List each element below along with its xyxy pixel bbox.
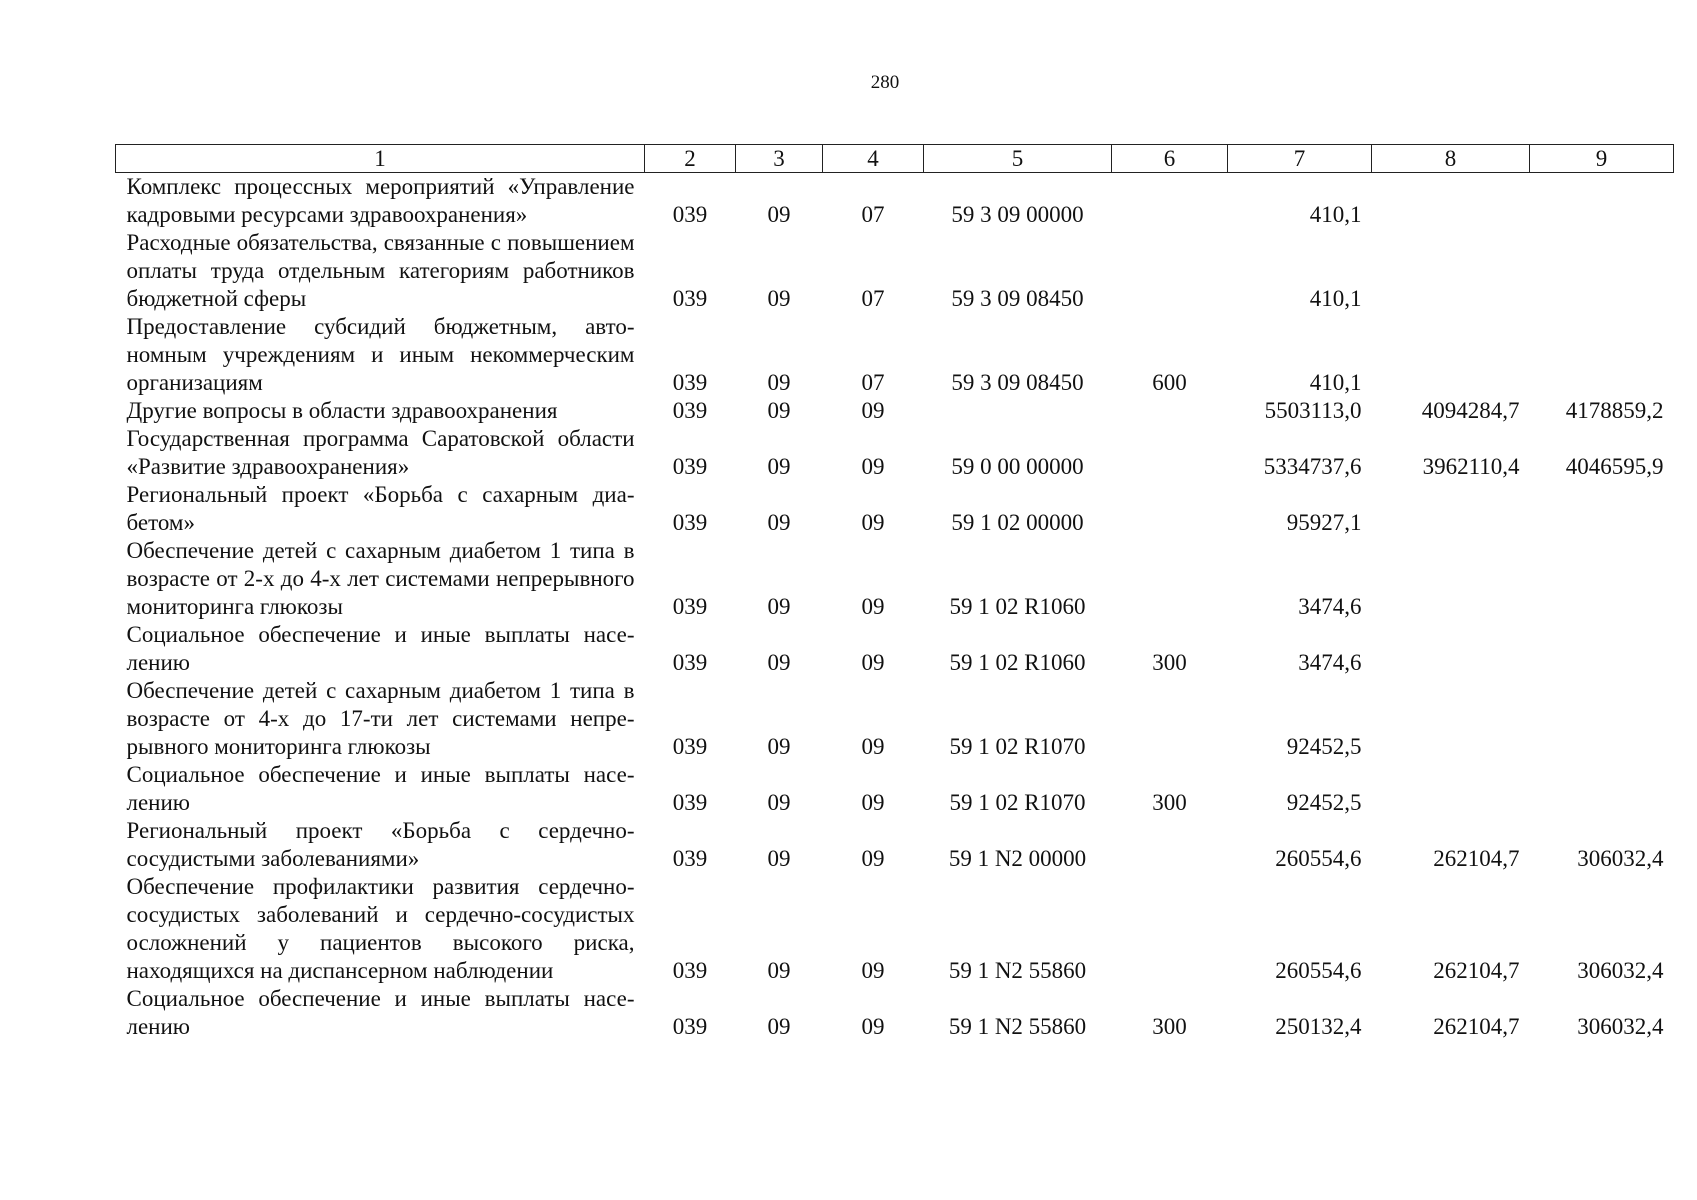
- ministry-code: 039: [672, 594, 708, 619]
- target-article-code: 59 1 02 00000: [951, 510, 1084, 535]
- section-code: 09: [767, 958, 791, 983]
- ministry-code: 039: [672, 286, 708, 311]
- section-code: 09: [767, 398, 791, 423]
- table-row: [116, 425, 1674, 481]
- ministry-code: 039: [672, 958, 708, 983]
- section-code: 09: [767, 594, 791, 619]
- target-article-code: 59 1 02 R1070: [949, 734, 1086, 759]
- expense-type-code: [1112, 229, 1228, 313]
- budget-table: [115, 144, 1674, 1041]
- table-row: [116, 537, 1674, 621]
- column-header-4: 4: [823, 145, 924, 173]
- amount-col-7: 260554,6: [1275, 846, 1362, 871]
- target-article-code: [924, 397, 1112, 425]
- table-row: [116, 761, 1674, 817]
- ministry-code: 039: [672, 734, 708, 759]
- section-code: 09: [767, 286, 791, 311]
- row-name: Обеспечение профилактики развития сердечно-сосудистых заболеваний и сердечно-сосудистых осложнений у пациентов высокого риска, находящихся на диспансерном наблюдении: [126, 874, 635, 983]
- ministry-code: 039: [672, 510, 708, 535]
- ministry-code: 039: [672, 1014, 708, 1039]
- expense-type-code: 300: [1152, 1014, 1187, 1039]
- column-header-8: 8: [1372, 145, 1530, 173]
- column-header-1: 1: [116, 145, 645, 173]
- amount-col-8: 3962110,4: [1422, 454, 1520, 479]
- section-code: 09: [767, 454, 791, 479]
- amount-col-8: [1372, 761, 1530, 817]
- column-header-5: 5: [924, 145, 1112, 173]
- expense-type-code: 300: [1152, 650, 1187, 675]
- subsection-code: 09: [861, 454, 885, 479]
- amount-col-7: 5334737,6: [1263, 454, 1362, 479]
- amount-col-8: [1372, 481, 1530, 537]
- amount-col-9: [1530, 229, 1674, 313]
- section-code: 09: [767, 202, 791, 227]
- row-name: Комплекс процессных мероприятий «Управление кадровыми ресурсами здравоохранения»: [126, 174, 635, 227]
- amount-col-7: 95927,1: [1286, 510, 1362, 535]
- expense-type-code: [1112, 397, 1228, 425]
- table-row: [116, 873, 1674, 985]
- amount-col-9: [1530, 677, 1674, 761]
- section-code: 09: [767, 650, 791, 675]
- amount-col-8: [1372, 229, 1530, 313]
- section-code: 09: [767, 370, 791, 395]
- amount-col-8: 262104,7: [1433, 958, 1520, 983]
- table-row: [116, 397, 1674, 425]
- target-article-code: 59 0 00 00000: [951, 454, 1084, 479]
- column-header-2: 2: [645, 145, 736, 173]
- column-header-7: 7: [1228, 145, 1372, 173]
- expense-type-code: 300: [1152, 790, 1187, 815]
- table-row: [116, 985, 1674, 1041]
- column-number-header-row: [116, 145, 1674, 173]
- ministry-code: 039: [672, 398, 708, 423]
- row-name: Региональный проект «Борьба с сахарным диабетом»: [126, 482, 635, 535]
- amount-col-9: 4178859,2: [1565, 398, 1664, 423]
- amount-col-9: 306032,4: [1577, 846, 1664, 871]
- amount-col-9: 4046595,9: [1565, 454, 1664, 479]
- subsection-code: 09: [861, 734, 885, 759]
- row-name: Социальное обеспечение и иные выплаты населению: [126, 622, 635, 675]
- subsection-code: 09: [861, 958, 885, 983]
- table-row: [116, 817, 1674, 873]
- section-code: 09: [767, 510, 791, 535]
- amount-col-8: [1372, 677, 1530, 761]
- amount-col-7: 410,1: [1309, 202, 1362, 227]
- target-article-code: 59 1 N2 55860: [948, 958, 1087, 983]
- amount-col-7: 92452,5: [1286, 790, 1362, 815]
- amount-col-9: [1530, 313, 1674, 397]
- ministry-code: 039: [672, 370, 708, 395]
- target-article-code: 59 3 09 00000: [951, 202, 1084, 227]
- expense-type-code: [1112, 481, 1228, 537]
- table-row: [116, 173, 1674, 230]
- column-header-3: 3: [736, 145, 823, 173]
- target-article-code: 59 3 09 08450: [951, 370, 1084, 395]
- amount-col-9: [1530, 481, 1674, 537]
- row-name: Расходные обязательства, связанные с повышением оплаты труда отдельным категориям работников бюджетной сферы: [126, 230, 635, 311]
- amount-col-9: [1530, 621, 1674, 677]
- table-row: [116, 621, 1674, 677]
- amount-col-7: 5503113,0: [1264, 398, 1362, 423]
- expense-type-code: [1112, 537, 1228, 621]
- expense-type-code: [1112, 817, 1228, 873]
- row-name: Обеспечение детей с сахарным диабетом 1 типа в возрасте от 2-х до 4-х лет системами непрерывного мониторинга глюкозы: [126, 538, 635, 619]
- section-code: 09: [767, 846, 791, 871]
- amount-col-7: 92452,5: [1286, 734, 1362, 759]
- subsection-code: 09: [861, 398, 885, 423]
- amount-col-8: 4094284,7: [1421, 398, 1520, 423]
- amount-col-9: 306032,4: [1577, 958, 1664, 983]
- row-name: Другие вопросы в области здравоохранения: [126, 398, 558, 423]
- subsection-code: 07: [861, 370, 885, 395]
- target-article-code: 59 1 02 R1070: [949, 790, 1086, 815]
- subsection-code: 07: [861, 202, 885, 227]
- amount-col-9: 306032,4: [1577, 1014, 1664, 1039]
- page-number: 280: [870, 72, 900, 93]
- target-article-code: 59 1 N2 00000: [948, 846, 1087, 871]
- expense-type-code: [1112, 425, 1228, 481]
- target-article-code: 59 3 09 08450: [951, 286, 1084, 311]
- section-code: 09: [767, 1014, 791, 1039]
- section-code: 09: [767, 790, 791, 815]
- amount-col-8: [1372, 537, 1530, 621]
- ministry-code: 039: [672, 846, 708, 871]
- amount-col-7: 250132,4: [1275, 1014, 1362, 1039]
- subsection-code: 09: [861, 846, 885, 871]
- amount-col-8: [1372, 313, 1530, 397]
- row-name: Предоставление субсидий бюджетным, автономным учреждениям и иным некоммерческим организациям: [126, 314, 635, 395]
- subsection-code: 07: [861, 286, 885, 311]
- target-article-code: 59 1 N2 55860: [948, 1014, 1087, 1039]
- table-row: [116, 481, 1674, 537]
- table-row: [116, 677, 1674, 761]
- expense-type-code: [1112, 873, 1228, 985]
- ministry-code: 039: [672, 650, 708, 675]
- amount-col-7: 410,1: [1309, 286, 1362, 311]
- row-name: Региональный проект «Борьба с сердечно-сосудистыми заболеваниями»: [126, 818, 635, 871]
- subsection-code: 09: [861, 510, 885, 535]
- table-row: [116, 313, 1674, 397]
- amount-col-7: 3474,6: [1298, 650, 1362, 675]
- expense-type-code: [1112, 173, 1228, 230]
- table-row: [116, 229, 1674, 313]
- column-header-9: 9: [1530, 145, 1674, 173]
- amount-col-8: 262104,7: [1433, 846, 1520, 871]
- subsection-code: 09: [861, 650, 885, 675]
- amount-col-8: 262104,7: [1433, 1014, 1520, 1039]
- ministry-code: 039: [672, 790, 708, 815]
- amount-col-9: [1530, 761, 1674, 817]
- ministry-code: 039: [672, 202, 708, 227]
- column-header-6: 6: [1112, 145, 1228, 173]
- target-article-code: 59 1 02 R1060: [949, 650, 1086, 675]
- target-article-code: 59 1 02 R1060: [949, 594, 1086, 619]
- ministry-code: 039: [672, 454, 708, 479]
- amount-col-7: 410,1: [1309, 370, 1362, 395]
- expense-type-code: 600: [1152, 370, 1187, 395]
- row-name: Социальное обеспечение и иные выплаты населению: [126, 986, 635, 1039]
- row-name: Обеспечение детей с сахарным диабетом 1 типа в возрасте от 4-х до 17-ти лет системами непрерывного мониторинга глюкозы: [126, 678, 635, 759]
- row-name: Социальное обеспечение и иные выплаты населению: [126, 762, 635, 815]
- amount-col-7: 3474,6: [1298, 594, 1362, 619]
- row-name: Государственная программа Саратовской области «Развитие здравоохранения»: [126, 426, 635, 479]
- expense-type-code: [1112, 677, 1228, 761]
- amount-col-9: [1530, 173, 1674, 230]
- amount-col-9: [1530, 537, 1674, 621]
- subsection-code: 09: [861, 790, 885, 815]
- subsection-code: 09: [861, 594, 885, 619]
- subsection-code: 09: [861, 1014, 885, 1039]
- amount-col-7: 260554,6: [1275, 958, 1362, 983]
- section-code: 09: [767, 734, 791, 759]
- amount-col-8: [1372, 173, 1530, 230]
- amount-col-8: [1372, 621, 1530, 677]
